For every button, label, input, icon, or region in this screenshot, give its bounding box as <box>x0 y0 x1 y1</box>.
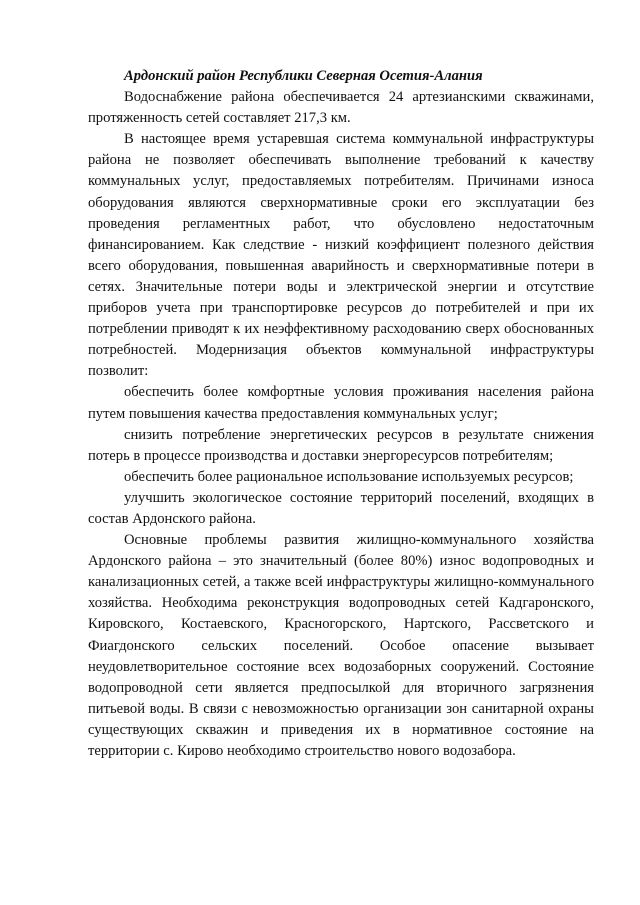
paragraph-benefit-comfort: обеспечить более комфортные условия проживания населения района путем повышения качества предоставления коммунальных услуг; <box>88 384 594 422</box>
document-title: Ардонский район Республики Северная Осетия-Алания <box>124 68 483 84</box>
document-page <box>88 66 594 762</box>
paragraph-main-problems: Основные проблемы развития жилищно-коммунального хозяйства Ардонского района – это значительный (более 80%) износ водопроводных и канализационных сетей, а также всей инфраструктуры жилищно-коммунального хозяйства. Необходима реконструкция водопроводных сетей Кадгаронского, Кировского, Костаевского, Красногорского, Нартского, Рассветского и Фиагдонского сельских поселений. Особое опасение вызывает неудовлетворительное состояние всех водозаборных сооружений. Состояние водопроводной сети является предпосылкой для вторичного загрязнения питьевой воды. В связи с невозможностью организации зон санитарной охраны существующих скважин и приведения их в нормативное состояние на территории с. Кирово необходимо строительство нового водозабора. <box>88 532 594 759</box>
paragraph-benefit-energy: снизить потребление энергетических ресурсов в результате снижения потерь в процессе производства и доставки энергоресурсов потребителям; <box>88 426 594 464</box>
paragraph-water-supply: Водоснабжение района обеспечивается 24 артезианскими скважинами, протяженность сетей составляет 217,3 км. <box>88 89 594 127</box>
paragraph-infrastructure-state: В настоящее время устаревшая система коммунальной инфраструктуры района не позволяет обеспечивать выполнение требований к качеству коммунальных услуг, предоставляемых потребителям. Причинами износа оборудования являются сверхнормативные сроки его эксплуатации без проведения регламентных работ, что обусловлено недостаточным финансированием. Как следствие - низкий коэффициент полезного действия всего оборудования, повышенная аварийность и сверхнормативные потери в сетях. Значительные потери воды и электрической энергии и отсутствие приборов учета при транспортировке ресурсов до потребителей и при их потреблении приводят к их неэффективному расходованию сверх обоснованных потребностей. Модернизация объектов коммунальной инфраструктуры позволит: <box>88 131 594 380</box>
paragraph-benefit-ecology: улучшить экологическое состояние территорий поселений, входящих в состав Ардонского района. <box>88 489 594 527</box>
paragraph-benefit-resources: обеспечить более рациональное использование используемых ресурсов; <box>124 468 574 485</box>
